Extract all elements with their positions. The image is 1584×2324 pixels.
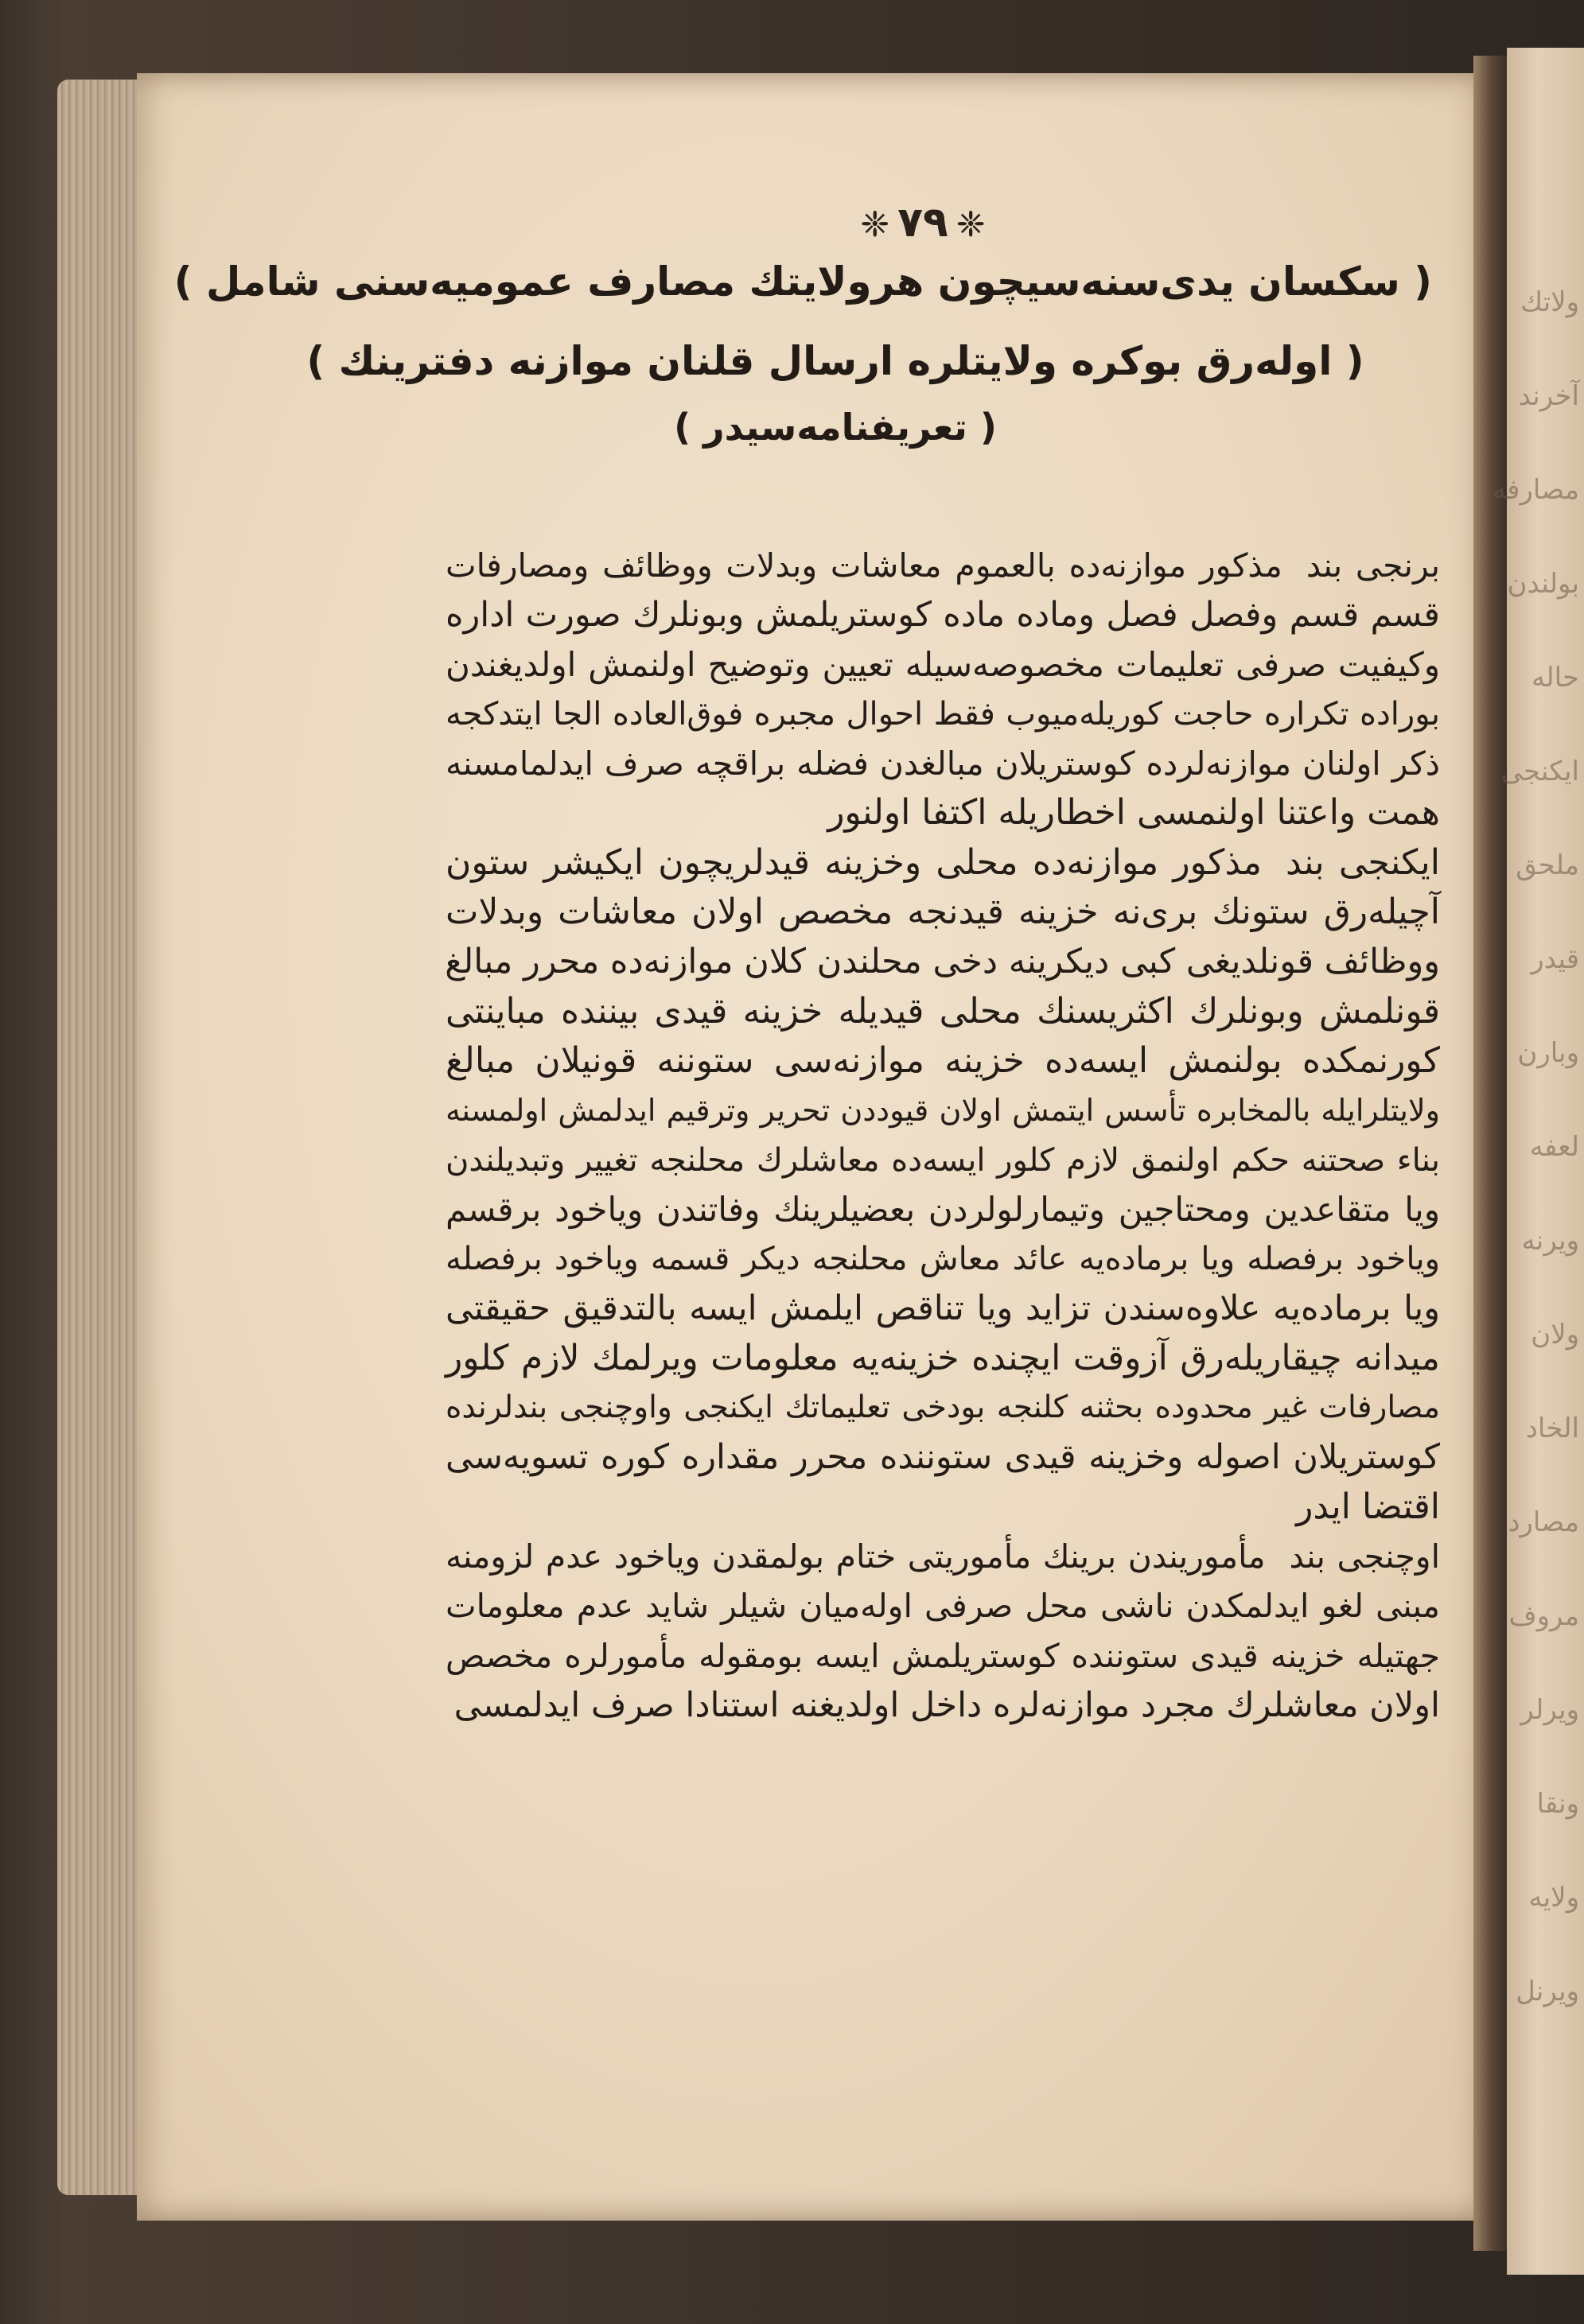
- text-line-content: ذکر اولنان موازنه‌لرده کوستریلان مبالغدن فضله براقچه صرف ایدلمامسنه: [446, 744, 1440, 783]
- text-line: [446, 937, 1440, 986]
- facing-page-fragment: حاله: [1531, 662, 1579, 694]
- text-line: [446, 1581, 1440, 1630]
- section-label: ایکنجی بند: [1286, 841, 1441, 883]
- facing-page-fragment: ولان: [1531, 1319, 1579, 1350]
- text-line-content: قونلمش وبونلرك اکثریسنك محلی قیدیله خزینه قیدی بیننده مباینتی: [446, 990, 1440, 1032]
- facing-page-fragment: ولایه: [1528, 1882, 1579, 1914]
- text-line-content: ووظائف قونلدیغی کبی دیکرینه دخی محلندن کلان موازنه‌ده محرر مبالغ: [445, 942, 1440, 982]
- text-line: [446, 541, 1440, 590]
- text-line-content: ویاخود برفصله ویا برماده‌یه عائد معاش محلنجه دیکر قسمه ویاخود برفصله: [446, 1241, 1440, 1278]
- text-line-content: کورنمکده بولنمش ایسه‌ده خزینه موازنه‌سی ستوننه قونیلان مبالغ: [446, 1040, 1440, 1081]
- ornament-left-icon: ❈: [860, 204, 890, 245]
- heading-line-2: ( اوله‌رق بوکره ولایتلره ارسال قلنان موازنه دفترینك ): [306, 338, 1364, 384]
- section-label: برنجی بند: [1306, 546, 1440, 585]
- facing-page-fragment: ویرلر: [1520, 1694, 1579, 1726]
- facing-page-fragment: وبارن: [1517, 1037, 1579, 1069]
- ornament-right-icon: ❈: [955, 204, 986, 245]
- page-number-value: ٧٩: [897, 199, 948, 247]
- text-line: [446, 1086, 1440, 1135]
- facing-page-fragment: مصارفه: [1493, 474, 1579, 506]
- facing-page-fragment: آخرند: [1518, 380, 1579, 412]
- text-line-content: کوستریلان اصوله وخزینه قیدی ستوننده محرر مقداره کوره تسویه‌سی: [446, 1437, 1440, 1478]
- text-line-content: اقتضا ایدر: [1296, 1486, 1440, 1527]
- text-line: [446, 888, 1440, 937]
- facing-page-fragment: ویرنه: [1521, 1225, 1579, 1257]
- text-line-content: جهتیله خزینه قیدی ستوننده کوستریلمش ایسه بومقوله مأمورلره مخصص: [446, 1636, 1440, 1675]
- facing-page-fragment: مروف: [1508, 1600, 1579, 1632]
- facing-page-fragment: ولاتك: [1520, 286, 1579, 318]
- text-line: [446, 1681, 1440, 1730]
- text-line-content: مذکور موازنه‌ده محلی وخزینه قیدلریچون ایکیشر ستون: [446, 841, 1262, 883]
- text-line: [446, 640, 1440, 690]
- text-line: [446, 987, 1440, 1036]
- text-line-content: اولان معاشلرك مجرد موازنه‌لره داخل اولدیغنه استنادا صرف ایدلمسی: [453, 1685, 1440, 1725]
- text-line: [446, 1532, 1440, 1581]
- text-line-content: مصارفات غیر محدوده بحثنه کلنجه بودخی تعلیماتك ایکنجی واوچنجی بندلرنده: [446, 1389, 1440, 1426]
- text-line-content: بوراده تکراره حاجت کوریله‌میوب فقط احوال مجبره فوق‌العاده الجا ایتدکجه: [446, 695, 1440, 733]
- heading-line-1: ( سکسان یدی‌سنه‌سیچون هرولایتك مصارف عمومیه‌سنی شامل ): [173, 258, 1432, 305]
- text-line: [446, 1432, 1440, 1482]
- text-line-content: ویا برماده‌یه علاوه‌سندن تزاید ویا تناقص ایلمش ایسه بالتدقیق حقیقتی: [446, 1288, 1440, 1329]
- text-line-content: میدانه چیقاریله‌رق آزوقت ایچنده خزینه‌یه معلومات ویرلمك لازم کلور: [446, 1337, 1440, 1378]
- text-line: [446, 788, 1440, 837]
- facing-page-fragment: بولندن: [1507, 568, 1579, 600]
- facing-page-sliver: [1493, 48, 1584, 2275]
- page-block-edge: [57, 80, 145, 2195]
- heading-line-3: ( تعریفنامه‌سیدر ): [674, 406, 997, 449]
- text-line-content: قسم قسم وفصل فصل وماده ماده کوستریلمش وبونلرك صورت اداره: [446, 595, 1440, 635]
- text-line: [446, 1185, 1440, 1234]
- page-number: [843, 199, 1002, 247]
- facing-page-fragment: ویرنل: [1516, 1976, 1579, 2007]
- text-line: [446, 1234, 1440, 1284]
- text-line: [446, 1036, 1440, 1086]
- text-line: [446, 690, 1440, 739]
- body-text: [446, 541, 1440, 1730]
- facing-page-fragment: الخاد: [1525, 1413, 1579, 1444]
- text-line-content: وکیفیت صرفی تعلیمات مخصوصه‌سیله تعیین وتوضیح اولنمش اولدیغندن: [446, 644, 1440, 684]
- text-line: [446, 1631, 1440, 1681]
- book-gutter: [1473, 56, 1507, 2251]
- facing-page-fragment: ملحق: [1516, 849, 1579, 881]
- section-label: اوچنجی بند: [1289, 1537, 1440, 1576]
- text-line: [446, 1136, 1440, 1185]
- facing-page-fragment: قیدر: [1531, 943, 1579, 975]
- text-line: [446, 1284, 1440, 1333]
- text-line-content: مبنی لغو ایدلمکدن ناشی محل صرفی اوله‌میان شیلر شاید عدم معلومات: [446, 1587, 1440, 1626]
- text-line-content: مأموریندن برینك مأموریتی ختام بولمقدن ویاخود عدم لزومنه: [446, 1537, 1266, 1576]
- text-line-content: مذکور موازنه‌ده بالعموم معاشات وبدلات ووظائف ومصارفات: [446, 546, 1282, 585]
- facing-page-fragment: مصارد: [1508, 1506, 1579, 1538]
- text-line-content: همت واعتنا اولنمسی اخطاریله اکتفا اولنور: [827, 792, 1440, 834]
- text-line: [446, 590, 1440, 639]
- text-line-content: ولایتلرایله بالمخابره تأسس ایتمش اولان قیوددن تحریر وترقیم ایدلمش اولمسنه: [446, 1093, 1440, 1129]
- text-line-content: ویا متقاعدین ومحتاجین وتیمارلولردن بعضیلرینك وفاتندن ویاخود برقسم: [446, 1189, 1440, 1229]
- text-line: [446, 1383, 1440, 1432]
- facing-page-fragment: لعفه: [1529, 1131, 1579, 1163]
- text-line: [446, 739, 1440, 788]
- facing-page-fragment: ایکنجی: [1500, 756, 1579, 787]
- text-line: [446, 838, 1440, 888]
- text-line: [446, 1483, 1440, 1532]
- text-line-content: آچیله‌رق ستونك بری‌نه خزینه قیدنجه مخصص اولان معاشات وبدلات: [446, 892, 1440, 933]
- facing-page-fragment: ونقا: [1536, 1788, 1579, 1820]
- text-line: [446, 1334, 1440, 1383]
- text-line-content: بناء صحتنه حکم اولنمق لازم کلور ایسه‌ده معاشلرك محلنجه تغییر وتبدیلندن: [446, 1141, 1440, 1179]
